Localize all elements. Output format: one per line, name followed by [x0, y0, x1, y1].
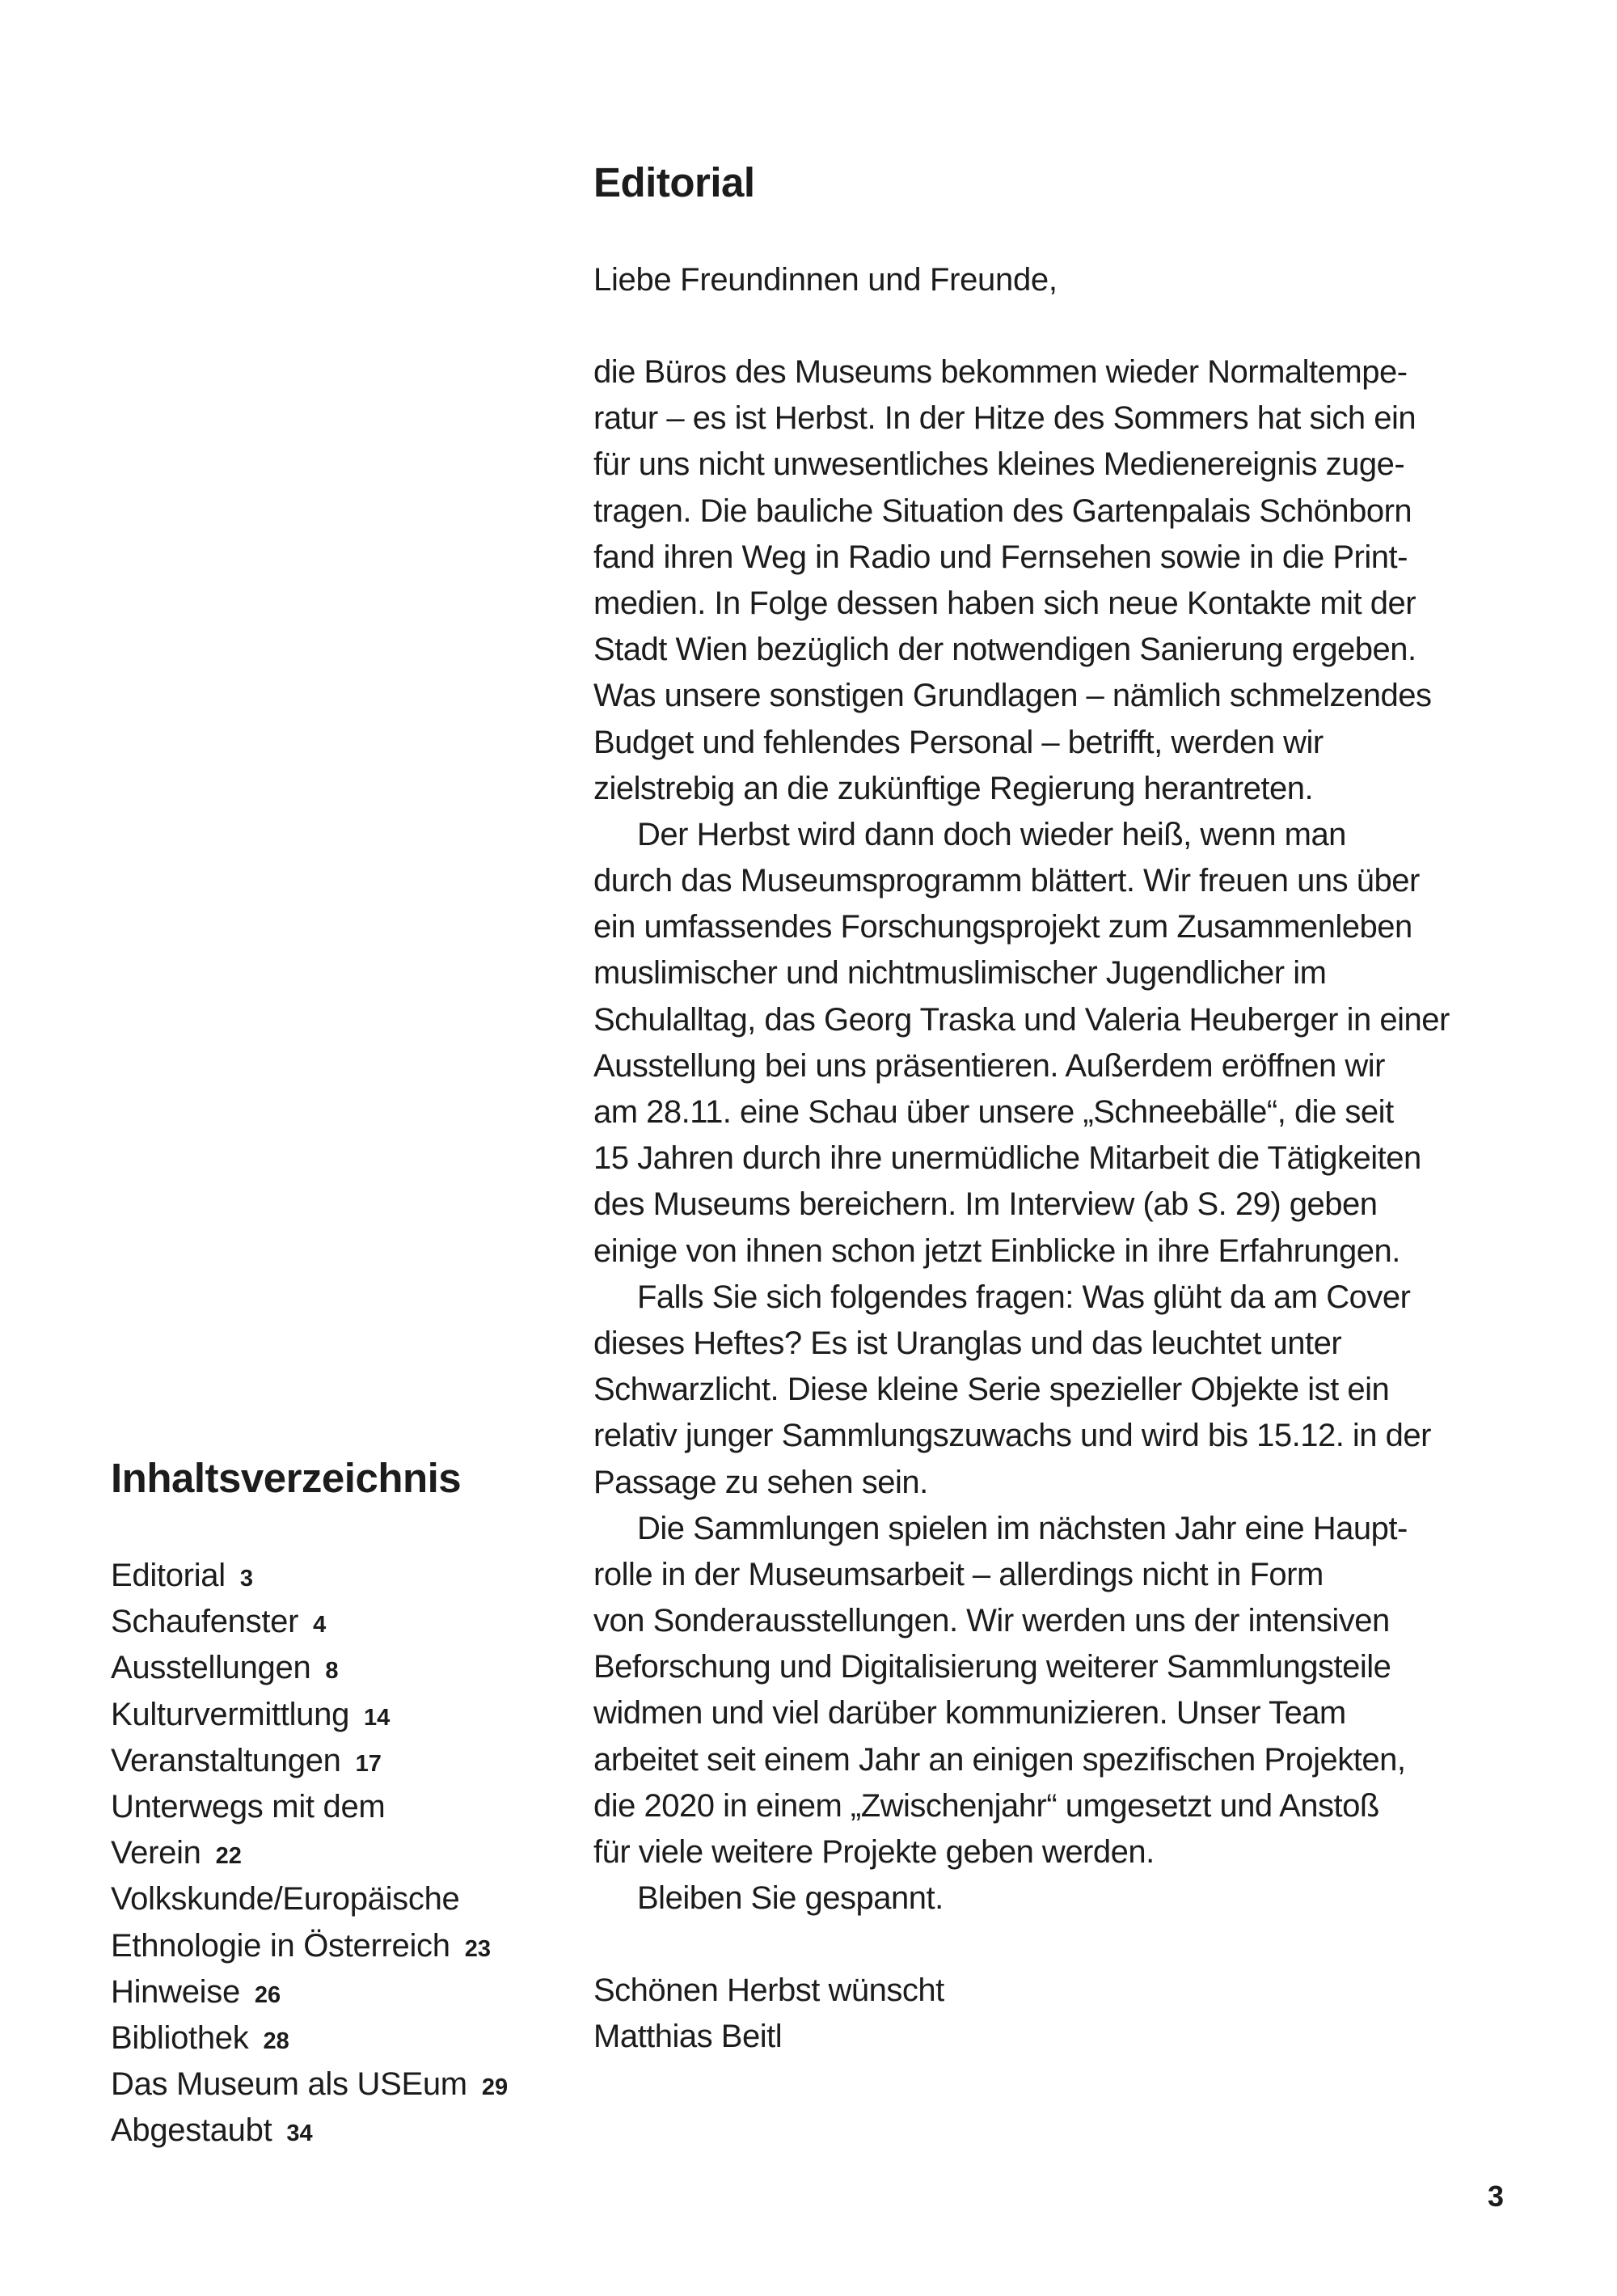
toc-item-label: Unterwegs mit dem: [111, 1788, 386, 1825]
toc-page-number: 28: [263, 2027, 289, 2054]
toc-item-editorial[interactable]: [111, 1553, 508, 1599]
body-line: Schwarzlicht. Diese kleine Serie spezieller Objekte ist ein: [593, 1372, 1390, 1408]
toc-item-label: Volkskunde/Europäische: [111, 1881, 460, 1918]
body-line: 15 Jahren durch ihre unermüdliche Mitarbeit die Tätigkeiten: [593, 1140, 1421, 1177]
body-line: Was unsere sonstigen Grundlagen – nämlich schmelzendes: [593, 678, 1432, 714]
body-line: die 2020 in einem „Zwischenjahr“ umgesetzt und Anstoß: [593, 1787, 1379, 1824]
toc-page-number: 29: [481, 2074, 509, 2101]
toc-item-label: Ethnologie in Österreich: [111, 1927, 450, 1964]
toc-page-number: 4: [313, 1612, 327, 1638]
toc-item-kulturvermittlung[interactable]: [111, 1692, 508, 1738]
body-line: für viele weitere Projekte geben werden.: [593, 1834, 1155, 1870]
toc-item-unterwegs-line2[interactable]: [111, 1830, 508, 1876]
toc-item-label: Verein: [111, 1835, 201, 1871]
toc-item-unterwegs-line1[interactable]: [111, 1784, 508, 1830]
body-line: Beforschung und Digitalisierung weiterer Sammlungsteile: [593, 1649, 1391, 1685]
closing-greeting: Schönen Herbst wünscht: [593, 1973, 944, 2008]
body-line: Budget und fehlendes Personal – betrifft, werden wir: [593, 724, 1324, 760]
signature: Matthias Beitl: [593, 2019, 783, 2055]
body-line: muslimischer und nichtmuslimischer Jugendlicher im: [593, 955, 1327, 992]
body-line: Ausstellung bei uns präsentieren. Außerdem eröffnen wir: [593, 1047, 1386, 1084]
body-line: medien. In Folge dessen haben sich neue Kontakte mit der: [593, 585, 1416, 621]
closing-block: [593, 1968, 944, 2060]
toc-item-label: Das Museum als USEum: [111, 2066, 467, 2103]
body-line: Falls Sie sich folgendes fragen: Was glüht da am Cover: [637, 1279, 1411, 1315]
toc-item-label: Veranstaltungen: [111, 1742, 341, 1778]
toc-page-number: 3: [239, 1566, 253, 1592]
toc-item-veranstaltungen[interactable]: [111, 1738, 508, 1784]
toc-item-label: Kulturvermittlung: [111, 1696, 350, 1732]
toc-item-abgestaubt[interactable]: [111, 2108, 508, 2154]
toc-page-number: 23: [464, 1935, 491, 1962]
toc-page-number: 26: [254, 1981, 281, 2008]
body-line: einige von ihnen schon jetzt Einblicke in ihre Erfahrungen.: [593, 1233, 1400, 1269]
body-line: zielstrebig an die zukünftige Regierung herantreten.: [593, 770, 1314, 806]
toc-page-number: 34: [286, 2121, 313, 2147]
toc-title: Inhaltsverzeichnis: [111, 1455, 462, 1501]
toc-item-hinweise[interactable]: [111, 1969, 508, 2015]
toc-item-volkskunde-line2[interactable]: [111, 1923, 508, 1969]
body-line: des Museums bereichern. Im Interview (ab S. 29) geben: [593, 1186, 1378, 1223]
page-number: 3: [1488, 2180, 1505, 2213]
body-line: ratur – es ist Herbst. In der Hitze des Sommers hat sich ein: [593, 400, 1416, 437]
toc-item-bibliothek[interactable]: [111, 2015, 508, 2061]
toc-item-label: Hinweise: [111, 1973, 240, 2010]
toc-item-label: Schaufenster: [111, 1604, 299, 1640]
body-line: Die Sammlungen spielen im nächsten Jahr eine Haupt-: [637, 1510, 1408, 1546]
body-line: fand ihren Weg in Radio und Fernsehen sowie in die Print-: [593, 539, 1408, 575]
toc-page-number: 17: [355, 1750, 382, 1777]
body-line: durch das Museumsprogramm blättert. Wir freuen uns über: [593, 863, 1420, 899]
body-line: von Sonderausstellungen. Wir werden uns der intensiven: [593, 1603, 1390, 1639]
toc-item-schaufenster[interactable]: [111, 1599, 508, 1645]
body-line: die Büros des Museums bekommen wieder Normaltempe-: [593, 354, 1408, 390]
body-line: ein umfassendes Forschungsprojekt zum Zusammenleben: [593, 909, 1412, 945]
toc-item-label: Editorial: [111, 1558, 226, 1593]
body-line: Stadt Wien bezüglich der notwendigen Sanierung ergeben.: [593, 632, 1416, 668]
body-line: rolle in der Museumsarbeit – allerdings nicht in Form: [593, 1556, 1324, 1592]
salutation: Liebe Freundinnen und Freunde,: [593, 262, 1058, 298]
editorial-body: [593, 349, 1499, 1922]
editorial-title: Editorial: [593, 159, 755, 205]
toc-item-volkskunde-line1[interactable]: [111, 1876, 508, 1922]
body-line: Passage zu sehen sein.: [593, 1464, 928, 1500]
body-line: tragen. Die bauliche Situation des Gartenpalais Schönborn: [593, 493, 1412, 529]
body-line: dieses Heftes? Es ist Uranglas und das leuchtet unter: [593, 1325, 1342, 1361]
toc-item-museum-als-useum[interactable]: [111, 2061, 508, 2108]
body-line: Bleiben Sie gespannt.: [637, 1880, 944, 1917]
body-line: am 28.11. eine Schau über unsere „Schneebälle“, die seit: [593, 1094, 1394, 1130]
toc-page-number: 14: [364, 1704, 391, 1731]
toc-item-label: Bibliothek: [111, 2019, 249, 2056]
body-line: Der Herbst wird dann doch wieder heiß, wenn man: [637, 816, 1346, 852]
toc-item-label: Ausstellungen: [111, 1650, 311, 1686]
body-line: arbeitet seit einem Jahr an einigen spezifischen Projekten,: [593, 1741, 1406, 1778]
toc-item-ausstellungen[interactable]: [111, 1645, 508, 1691]
toc-page-number: 22: [215, 1843, 242, 1870]
body-line: Schulalltag, das Georg Traska und Valeria Heuberger in einer: [593, 1001, 1450, 1038]
toc-item-label: Abgestaubt: [111, 2112, 272, 2149]
body-line: relativ junger Sammlungszuwachs und wird bis 15.12. in der: [593, 1418, 1431, 1454]
toc-page-number: 8: [325, 1658, 339, 1685]
body-line: für uns nicht unwesentliches kleines Medienereignis zuge-: [593, 446, 1405, 483]
body-line: widmen und viel darüber kommunizieren. Unser Team: [593, 1695, 1346, 1732]
toc-list: [111, 1553, 508, 2154]
